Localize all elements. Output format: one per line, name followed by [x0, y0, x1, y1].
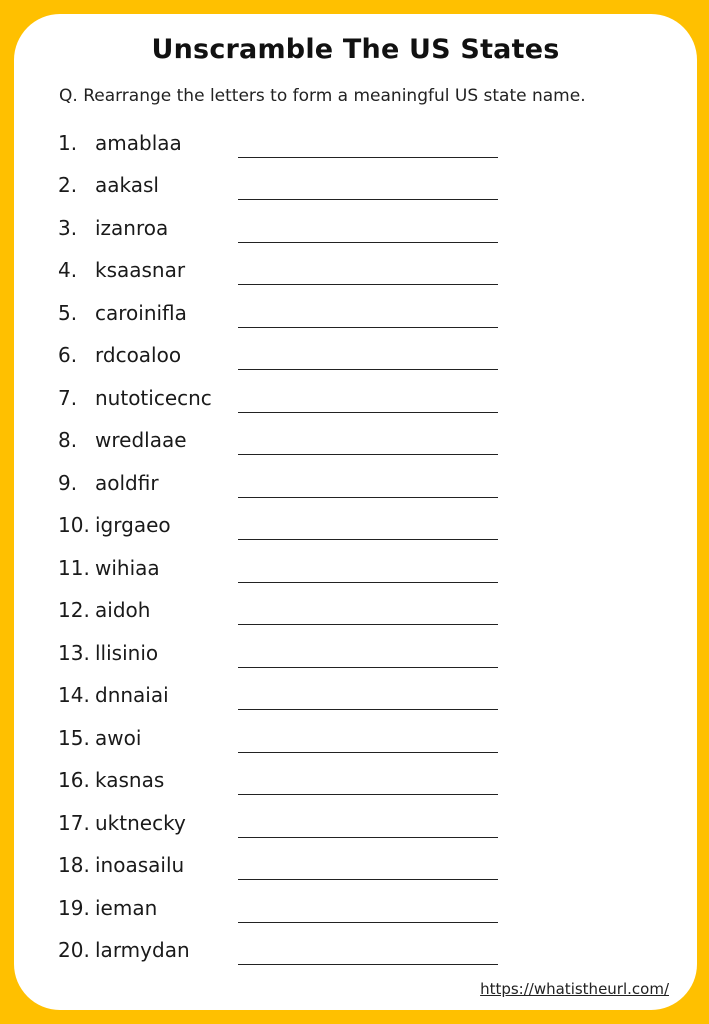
scrambled-word: llisinio: [95, 641, 159, 665]
answer-line[interactable]: [238, 242, 498, 243]
list-item: [14, 726, 697, 756]
list-item: [14, 301, 697, 331]
item-number: 19.: [58, 896, 90, 920]
worksheet-title: Unscramble The US States: [151, 34, 560, 65]
list-item: [14, 258, 697, 288]
list-item: [14, 173, 697, 203]
item-number: 6.: [58, 343, 78, 367]
answer-line[interactable]: [238, 752, 498, 753]
list-item: [14, 513, 697, 543]
answer-line[interactable]: [238, 199, 498, 200]
list-item: [14, 768, 697, 798]
answer-line[interactable]: [238, 539, 498, 540]
item-number: 17.: [58, 811, 90, 835]
scrambled-word-list: [14, 14, 697, 1010]
list-item: [14, 428, 697, 458]
list-item: [14, 641, 697, 671]
answer-line[interactable]: [238, 667, 498, 668]
scrambled-word: aidoh: [95, 598, 151, 622]
item-number: 1.: [58, 131, 78, 155]
list-item: [14, 598, 697, 628]
answer-line[interactable]: [238, 327, 498, 328]
footer-link[interactable]: https://whatistheurl.com/: [480, 980, 669, 998]
answer-line[interactable]: [238, 157, 498, 158]
item-number: 15.: [58, 726, 90, 750]
answer-line[interactable]: [238, 794, 498, 795]
answer-line[interactable]: [238, 412, 498, 413]
item-number: 8.: [58, 428, 78, 452]
scrambled-word: ksaasnar: [95, 258, 186, 282]
scrambled-word: kasnas: [95, 768, 165, 792]
scrambled-word: caroinifla: [95, 301, 187, 325]
answer-line[interactable]: [238, 582, 498, 583]
worksheet-sheet: [14, 14, 697, 1010]
item-number: 13.: [58, 641, 90, 665]
scrambled-word: wihiaa: [95, 556, 160, 580]
scrambled-word: wredlaae: [95, 428, 187, 452]
item-number: 14.: [58, 683, 90, 707]
item-number: 7.: [58, 386, 78, 410]
answer-line[interactable]: [238, 964, 498, 965]
scrambled-word: uktnecky: [95, 811, 186, 835]
item-number: 10.: [58, 513, 90, 537]
list-item: [14, 811, 697, 841]
item-number: 16.: [58, 768, 90, 792]
scrambled-word: aoldfir: [95, 471, 159, 495]
list-item: [14, 853, 697, 883]
list-item: [14, 938, 697, 968]
item-number: 18.: [58, 853, 90, 877]
answer-line[interactable]: [238, 454, 498, 455]
item-number: 2.: [58, 173, 78, 197]
list-item: [14, 386, 697, 416]
answer-line[interactable]: [238, 709, 498, 710]
instruction-text: Q. Rearrange the letters to form a meaningful US state name.: [59, 86, 586, 106]
answer-line[interactable]: [238, 497, 498, 498]
scrambled-word: amablaa: [95, 131, 182, 155]
scrambled-word: ieman: [95, 896, 158, 920]
answer-line[interactable]: [238, 879, 498, 880]
answer-line[interactable]: [238, 284, 498, 285]
list-item: [14, 556, 697, 586]
scrambled-word: igrgaeo: [95, 513, 171, 537]
list-item: [14, 896, 697, 926]
item-number: 5.: [58, 301, 78, 325]
item-number: 4.: [58, 258, 78, 282]
scrambled-word: dnnaiai: [95, 683, 169, 707]
scrambled-word: nutoticecnc: [95, 386, 212, 410]
answer-line[interactable]: [238, 369, 498, 370]
answer-line[interactable]: [238, 922, 498, 923]
scrambled-word: larmydan: [95, 938, 190, 962]
item-number: 12.: [58, 598, 90, 622]
item-number: 9.: [58, 471, 78, 495]
list-item: [14, 131, 697, 161]
item-number: 3.: [58, 216, 78, 240]
item-number: 20.: [58, 938, 90, 962]
list-item: [14, 471, 697, 501]
answer-line[interactable]: [238, 624, 498, 625]
scrambled-word: aakasl: [95, 173, 159, 197]
list-item: [14, 216, 697, 246]
answer-line[interactable]: [238, 837, 498, 838]
scrambled-word: rdcoaloo: [95, 343, 182, 367]
scrambled-word: inoasailu: [95, 853, 185, 877]
item-number: 11.: [58, 556, 90, 580]
list-item: [14, 343, 697, 373]
list-item: [14, 683, 697, 713]
scrambled-word: izanroa: [95, 216, 169, 240]
scrambled-word: awoi: [95, 726, 142, 750]
